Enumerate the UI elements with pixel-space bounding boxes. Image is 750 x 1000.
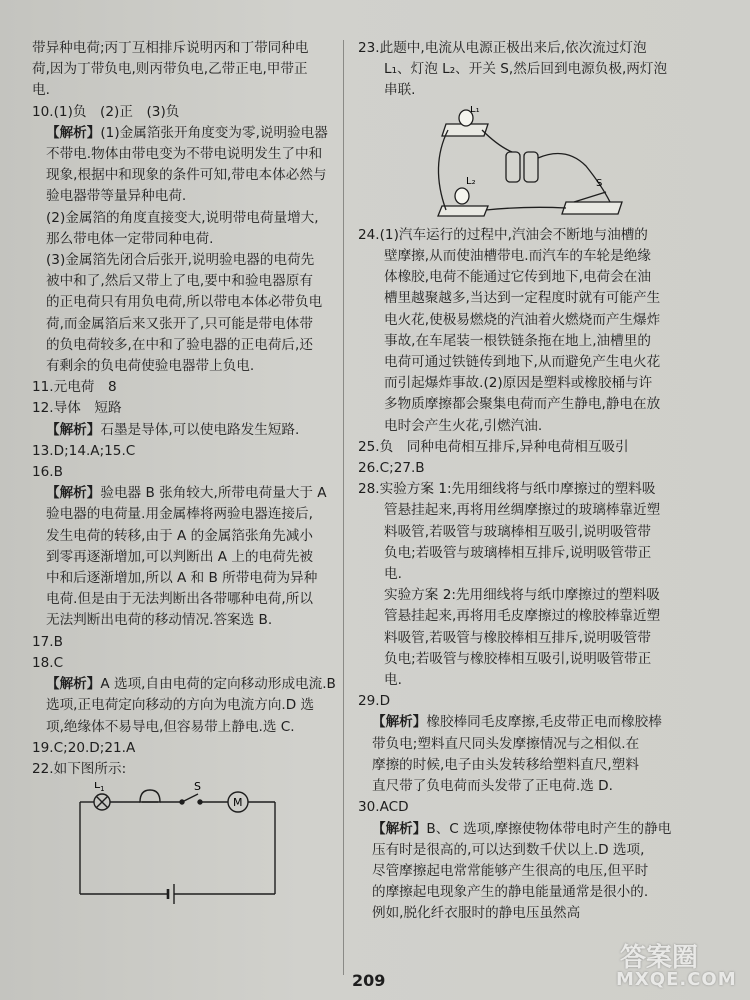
answer-19-21: 19.C;20.D;21.A: [32, 739, 136, 756]
answer-23: 23.此题中,电流从电源正极出来后,依次流过灯泡: [358, 40, 647, 56]
text-line: 负电;若吸管与玻璃棒相互排斥,说明吸管带正: [384, 544, 652, 561]
text-line: 电时会产生火花,引燃汽油.: [384, 417, 543, 434]
text-line: 例如,脱化纤衣服时的静电压虽然高: [372, 905, 581, 922]
explanation-16: 【解析】验电器 B 张角较大,所带电荷量大于 A: [46, 485, 327, 502]
text-line: 料吸管,若吸管与橡胶棒相互排斥,说明吸管带: [384, 629, 651, 646]
switch-label: S: [596, 177, 603, 189]
text-line: 实验方案 2:先用细线将与纸巾摩擦过的塑料吸: [384, 587, 660, 604]
text-line: 管悬挂起来,再将用毛皮摩擦过的橡胶棒靠近塑: [384, 608, 661, 625]
answer-24: 24.(1)汽车运行的过程中,汽油会不断地与油槽的: [358, 226, 648, 243]
watermark-url: MXQE.COM: [616, 969, 737, 990]
watermark-text: 答案圈: [620, 943, 699, 973]
answer-30: 30.ACD: [358, 799, 409, 816]
text-line: 电火花,使极易燃烧的汽油着火燃烧而产生爆炸: [384, 311, 661, 328]
text-line: 尽管摩擦起电常常能够产生很高的电压,但平时: [372, 862, 649, 879]
text-line: 管悬挂起来,再将用丝绸摩擦过的玻璃棒靠近塑: [384, 502, 661, 519]
switch-lever: [574, 192, 606, 202]
explanation-12: 【解析】石墨是导体,可以使电路发生短路.: [46, 421, 300, 438]
text-line: 选项,正电荷定向移动的方向为电流方向.D 选: [46, 697, 315, 714]
text-line: (3)金属箔先闭合后张开,说明验电器的电荷先: [46, 252, 315, 269]
text-line: 的负电荷较多,在中和了验电器的正电荷后,还: [46, 336, 313, 353]
text-line: 带异种电荷;丙丁互相排斥说明丙和丁带同种电: [32, 40, 309, 56]
right-column: [358, 38, 720, 925]
text-line: 压有时是很高的,可以达到数千伏以上.D 选项,: [372, 841, 645, 858]
explanation-30: 【解析】B、C 选项,摩擦使物体带电时产生的静电: [372, 820, 672, 837]
text-line: 直尺带了负电荷而头发带了正电荷.选 D.: [372, 778, 613, 795]
text-line: 电.: [384, 672, 402, 689]
text-line: L₁、灯泡 L₂、开关 S,然后回到电源负极,两灯泡: [384, 61, 668, 78]
text-line: 验电器的电荷量.用金属棒将两验电器连接后,: [46, 506, 313, 523]
text-line: 多物质摩擦都会聚集电荷而产生静电,静电在放: [384, 396, 661, 413]
answer-16: 16.B: [32, 464, 63, 481]
answer-25: 25.负 同种电荷相互排斥,异种电荷相互吸引: [358, 438, 629, 455]
text-line: 串联.: [384, 82, 416, 99]
text-line: 荷,而金属箔后来又张开了,只可能是带电体带: [46, 315, 313, 332]
bulb-icon: [455, 188, 469, 204]
text-line: 那么带电体一定带同种电荷.: [46, 230, 214, 247]
text-line: 有剩余的负电荷使验电器带上负电.: [46, 358, 255, 375]
battery-cell: [506, 152, 520, 182]
text-line: 的正电荷只有用负电荷,所以带电本体必带负电: [46, 294, 323, 311]
text-line: 电荷.但是由于无法判断出各带哪种电荷,所以: [46, 591, 313, 608]
text-line: 电.: [32, 82, 50, 99]
text-line: (2)金属箔的角度直接变大,说明带电荷量增大,: [46, 209, 319, 226]
page-number: 209: [352, 971, 386, 990]
text-line: 槽里越聚越多,当达到一定程度时就有可能产生: [384, 290, 661, 307]
answer-18: 18.C: [32, 654, 64, 671]
answer-13-15: 13.D;14.A;15.C: [32, 442, 136, 459]
text-line: 壁摩擦,从而使油槽带电.而汽车的车轮是绝缘: [384, 248, 651, 265]
answer-11: 11.元电荷 8: [32, 379, 117, 396]
motor-label: M: [233, 796, 243, 810]
text-line: 到零再逐渐增加,可以判断出 A 上的电荷先被: [46, 548, 313, 565]
column-divider: [343, 40, 344, 975]
battery-cell: [524, 152, 538, 182]
lamp-label: L₂: [466, 175, 476, 187]
answer-26-27: 26.C;27.B: [358, 460, 425, 477]
text-line: 带负电;塑料直尺同头发摩擦情况与之相似.在: [372, 735, 640, 752]
text-line: 负电;若吸管与橡胶棒相互吸引,说明吸管带正: [384, 650, 652, 667]
text-line: 中和后逐渐增加,所以 A 和 B 所带电荷为异种: [46, 570, 318, 587]
answer-22: 22.如下图所示:: [32, 760, 127, 777]
answer-17: 17.B: [32, 633, 63, 650]
text-line: 无法判断出电荷的移动情况.答案选 B.: [46, 612, 273, 629]
lamp-label: $L_1$: [94, 782, 105, 794]
text-line: 的摩擦起电现象产生的静电能量通常是很小的.: [372, 884, 649, 901]
explanation-18: 【解析】A 选项,自由电荷的定向移动形成电流.B: [46, 676, 336, 693]
switch-symbol: [182, 794, 198, 802]
text-line: 不带电.物体由带电变为不带电说明发生了中和: [46, 146, 323, 163]
answer-12: 12.导体 短路: [32, 400, 122, 417]
explanation-29: 【解析】橡胶棒同毛皮摩擦,毛皮带正电而橡胶棒: [372, 714, 662, 731]
text-line: 料吸管,若吸管与玻璃棒相互吸引,说明吸管带: [384, 523, 651, 540]
lamp-label: L₁: [470, 105, 480, 115]
text-line: 摩擦的时候,电子由头发转移给塑料直尺,塑料: [372, 756, 639, 773]
text-line: 发生电荷的转移,由于 A 的金属箔张角先减小: [46, 527, 313, 544]
circuit-diagram-23: [426, 106, 646, 218]
left-column: [32, 38, 344, 924]
bell-symbol: [140, 790, 160, 802]
explanation-10: 【解析】(1)金属箔张开角度变为零,说明验电器: [46, 124, 328, 141]
text-line: 现象,根据中和现象的条件可知,带电本体必然与: [46, 167, 327, 184]
watermark-logo: [610, 935, 740, 995]
text-line: 荷,因为丁带负电,则丙带负电,乙带正电,甲带正: [32, 61, 308, 78]
text-line: 验电器带等量异种电荷.: [46, 188, 187, 205]
circuit-diagram-22: [70, 782, 300, 917]
text-line: 事故,在车尾装一根铁链条拖在地上,油槽里的: [384, 332, 651, 349]
answer-29: 29.D: [358, 693, 391, 710]
text-line: 电.: [384, 566, 402, 583]
switch-base: [562, 202, 622, 214]
text-line: 被中和了,然后又带上了电,要中和验电器原有: [46, 273, 313, 290]
text-line: 电荷可通过铁链传到地下,从而避免产生电火花: [384, 354, 661, 371]
answer-10: 10.(1)负 (2)正 (3)负: [32, 103, 180, 120]
text-line: 项,绝缘体不易导电,但容易带上静电.选 C.: [46, 718, 295, 735]
answer-28: 28.实验方案 1:先用细线将与纸巾摩擦过的塑料吸: [358, 481, 656, 498]
text-line: 而引起爆炸事故.(2)原因是塑料或橡胶桶与许: [384, 375, 653, 392]
text-line: 体橡胶,电荷不能通过它传到地下,电荷会在油: [384, 269, 651, 286]
switch-label: S: [194, 782, 201, 794]
